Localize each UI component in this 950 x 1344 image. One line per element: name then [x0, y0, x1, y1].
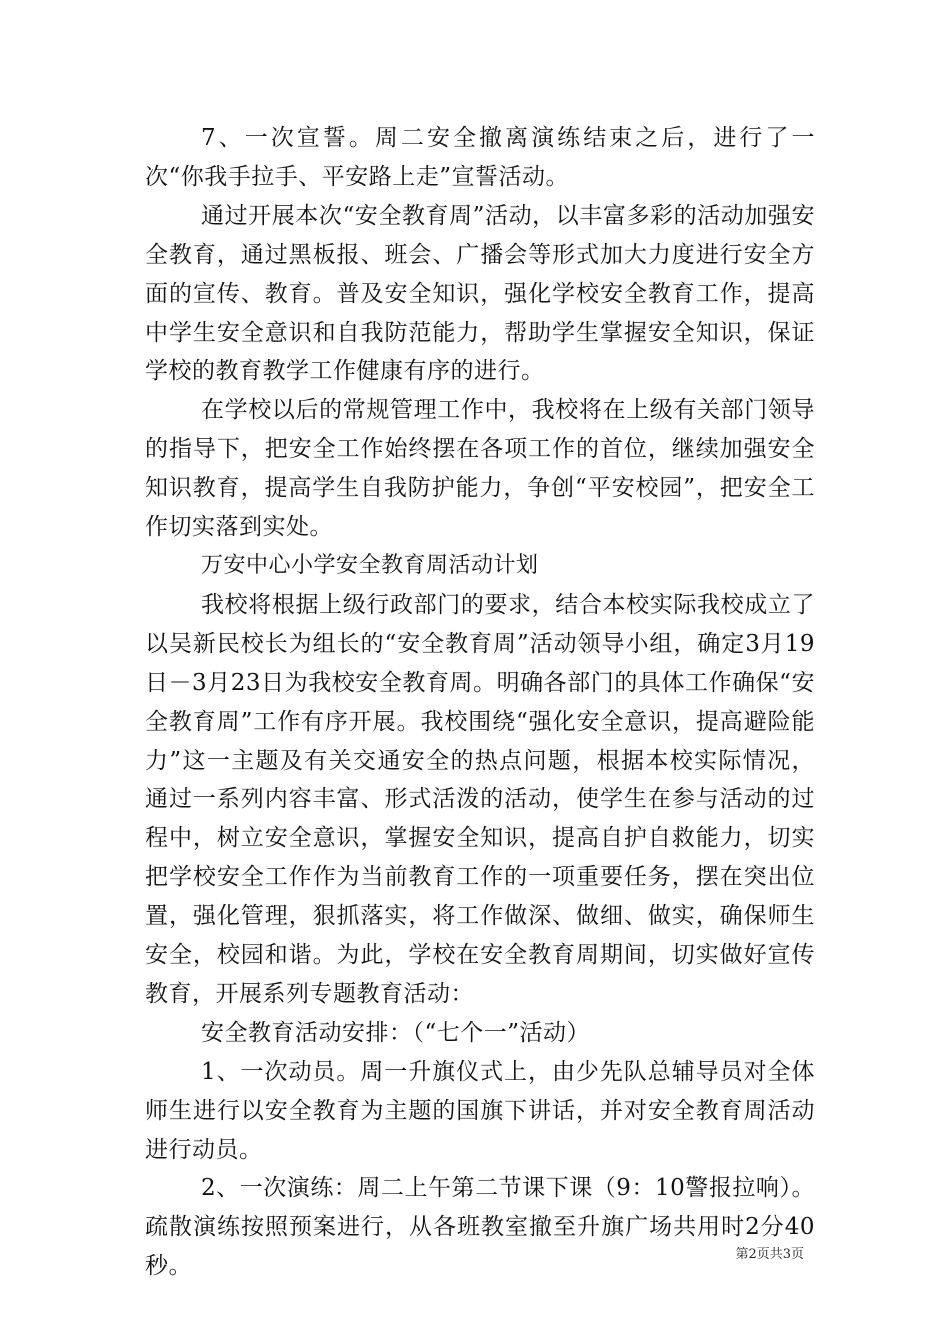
- paragraph-summary: 通过开展本次“安全教育周”活动，以丰富多彩的活动加强安全教育，通过黑板报、班会、广播会等形式加大力度进行安全方面的宣传、教育。普及安全知识，强化学校安全教育工作，提高中学生安全意识和自我防范能力，帮助学生掌握安全知识，保证学校的教育教学工作健康有序的进行。: [145, 202, 815, 385]
- section-title: 万安中心小学安全教育周活动计划: [201, 552, 539, 578]
- paragraph-item-drill: 2、一次演练：周二上午第二节课下课（9：10警报拉响）。疏散演练按照预案进行，从各班教室撤至升旗广场共用时2分40秒。: [145, 1175, 815, 1280]
- paragraph-oath: 7、一次宣誓。周二安全撤离演练结束之后，进行了一次“你我手拉手、平安路上走”宣誓活动。: [145, 125, 815, 190]
- page-number: 第2页共3页: [735, 1247, 804, 1262]
- paragraph-plan-intro: 我校将根据上级行政部门的要求，结合本校实际我校成立了以吴新民校长为组长的“安全教育周”活动领导小组，确定3月19日－3月23日为我校安全教育周。明确各部门的具体工作确保“安全教育周”工作有序开展。我校围绕“强化安全意识，提高避险能力”这一主题及有关交通安全的热点问题，根据本校实际情况，通过一系列内容丰富、形式活泼的活动，使学生在参与活动的过程中，树立安全意识，掌握安全知识，提高自护自救能力，切实把学校安全工作作为当前教育工作的一项重要任务，摆在突出位置，强化管理，狠抓落实，将工作做深、做细、做实，确保师生安全，校园和谐。为此，学校在安全教育周期间，切实做好宣传教育，开展系列专题教育活动：: [145, 591, 815, 1007]
- paragraph-future-work: 在学校以后的常规管理工作中，我校将在上级有关部门领导的指导下，把安全工作始终摆在各项工作的首位，继续加强安全知识教育，提高学生自我防护能力，争创“平安校园”，把安全工作切实落到实处。: [145, 397, 815, 541]
- paragraph-item-mobilization: 1、一次动员。周一升旗仪式上，由少先队总辅导员对全体师生进行以安全教育为主题的国旗下讲话，并对安全教育周活动进行动员。: [145, 1058, 815, 1163]
- document-body: [145, 119, 815, 1286]
- paragraph-activity-arrangement: 安全教育活动安排：（“七个一”活动）: [201, 1019, 591, 1046]
